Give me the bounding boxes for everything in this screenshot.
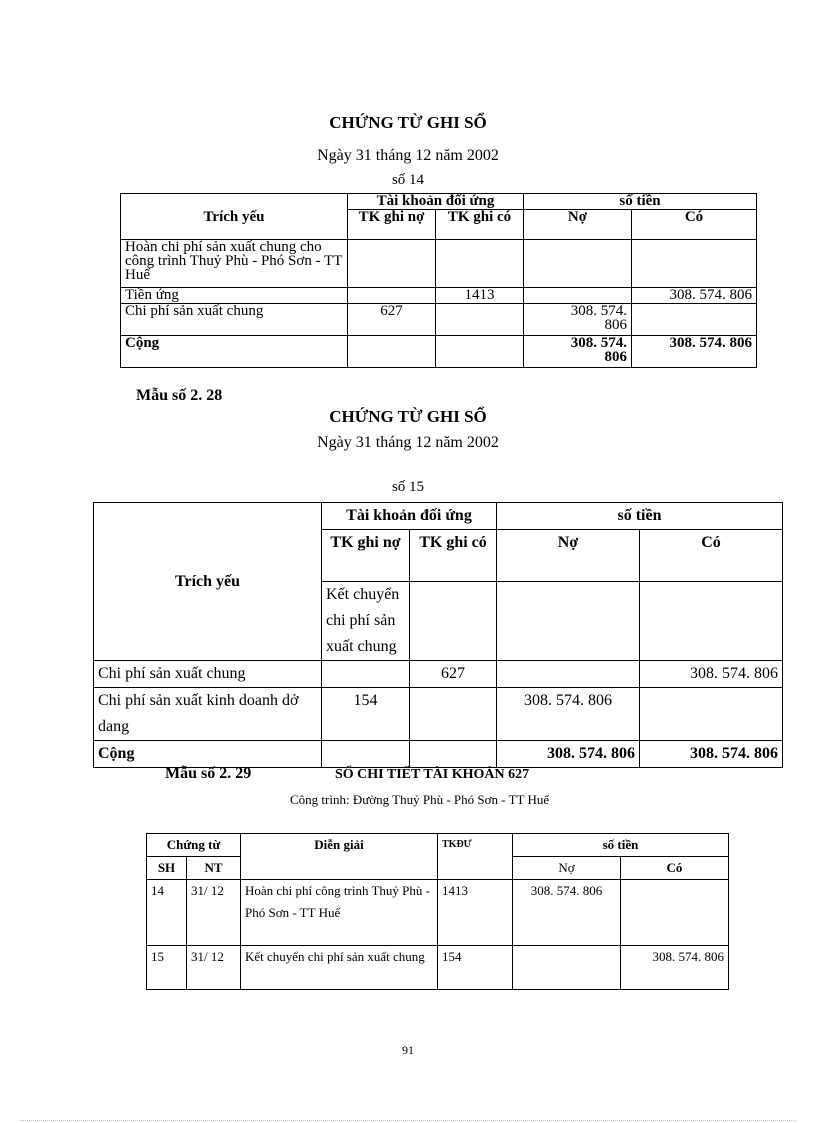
- table-row: [94, 688, 783, 741]
- voucher2-title: CHỨNG TỪ GHI SỔ: [329, 407, 487, 426]
- ledger-subtitle: Công trình: Đường Thuỷ Phù - Phó Sơn - TT Huế: [290, 792, 550, 807]
- header-co: Có: [621, 857, 729, 880]
- row-tk-co: [410, 688, 497, 741]
- row-desc: Hoàn chi phí sản xuất chung cho công trình Thuỷ Phù - Phó Sơn - TT Huế: [121, 240, 348, 288]
- header-sh: SH: [147, 857, 187, 880]
- voucher2-number: số 15: [391, 479, 425, 495]
- voucher1-table: [120, 193, 757, 368]
- row-tk-no: 627: [348, 304, 436, 336]
- row-co: [632, 240, 757, 288]
- row-tkdu: 1413: [438, 880, 513, 946]
- row-tk-co: 627: [410, 661, 497, 688]
- header-tk-co: TK ghi có: [410, 530, 497, 582]
- row-co: 308. 574. 806: [640, 741, 783, 768]
- row-tk-no: [410, 582, 497, 661]
- header-so-tien: số tiền: [524, 194, 757, 210]
- table-row: [147, 946, 729, 990]
- row-tk-co: [436, 240, 524, 288]
- row-tk-no: [348, 240, 436, 288]
- row-tk-co: [410, 741, 497, 768]
- voucher2-table: [93, 502, 783, 768]
- row-co: 308. 574. 806: [640, 661, 783, 688]
- table-row: [121, 240, 757, 288]
- voucher1-number: số 14: [391, 172, 425, 188]
- header-tk-co: TK ghi có: [436, 210, 524, 240]
- row-desc: Kết chuyển chi phí sản xuất chung: [322, 582, 410, 661]
- header-nt: NT: [187, 857, 241, 880]
- row-no: [497, 661, 640, 688]
- row-no: 308. 574. 806: [497, 741, 640, 768]
- header-tkdu: TKĐƯ: [438, 834, 513, 880]
- row-desc: Cộng: [94, 741, 322, 768]
- row-no: [513, 946, 621, 990]
- row-co: [640, 688, 783, 741]
- ledger-table: [146, 833, 729, 990]
- row-tk-no: [348, 288, 436, 304]
- header-dien-giai: Diễn giải: [241, 834, 438, 880]
- header-co: Có: [640, 530, 783, 582]
- row-no: 308. 574. 806: [513, 880, 621, 946]
- row-tkdu: 154: [438, 946, 513, 990]
- row-co: [621, 880, 729, 946]
- row-tk-no: 154: [322, 688, 410, 741]
- row-desc: Hoàn chi phí công trình Thuỷ Phù - Phó Sơn - TT Huế: [241, 880, 438, 946]
- table-row: [121, 304, 757, 336]
- ledger-title: SỔ CHI TIẾT TÀI KHOẢN 627: [335, 767, 530, 782]
- row-tk-no: [322, 741, 410, 768]
- row-desc: Cộng: [121, 336, 348, 368]
- voucher2-date: Ngày 31 tháng 12 năm 2002: [317, 434, 499, 451]
- row-co: 308. 574. 806: [621, 946, 729, 990]
- row-tk-co: [436, 336, 524, 368]
- table-row: [147, 880, 729, 946]
- header-tk-no: TK ghi nợ: [348, 210, 436, 240]
- header-tai-khoan: Tài khoản đối ứng: [322, 503, 497, 530]
- row-tk-co: 1413: [436, 288, 524, 304]
- header-tk-no: TK ghi nợ: [322, 530, 410, 582]
- row-co: 308. 574. 806: [632, 336, 757, 368]
- row-no: [524, 288, 632, 304]
- voucher1-title: CHỨNG TỪ GHI SỔ: [329, 113, 487, 132]
- table-row: [94, 661, 783, 688]
- form-label-228: Mẫu số 2. 28: [136, 387, 223, 404]
- row-tk-co: [497, 582, 640, 661]
- table-row-total: [94, 741, 783, 768]
- row-desc: Kết chuyển chi phí sản xuất chung: [241, 946, 438, 990]
- row-no: 308. 574. 806: [524, 304, 632, 336]
- header-chung-tu: Chứng từ: [147, 834, 241, 857]
- table-row-total: [121, 336, 757, 368]
- row-no: [524, 240, 632, 288]
- header-so-tien: số tiền: [513, 834, 729, 857]
- header-tai-khoan: Tài khoản đối ứng: [348, 194, 524, 210]
- row-nt: 31/ 12: [187, 880, 241, 946]
- row-no: 308. 574. 806: [497, 688, 640, 741]
- voucher1-date: Ngày 31 tháng 12 năm 2002: [317, 147, 499, 164]
- header-no: Nợ: [497, 530, 640, 582]
- row-nt: 31/ 12: [187, 946, 241, 990]
- form-label-229: Mẫu số 2. 29: [165, 765, 252, 782]
- row-sh: 15: [147, 946, 187, 990]
- row-no: 308. 574. 806: [524, 336, 632, 368]
- row-tk-co: [436, 304, 524, 336]
- page-number: 91: [402, 1043, 414, 1057]
- header-trich-yeu: Trích yếu: [121, 194, 348, 240]
- header-so-tien: số tiền: [497, 503, 783, 530]
- header-co: Có: [632, 210, 757, 240]
- table-row: [121, 288, 757, 304]
- row-desc: Chi phí sản xuất kinh doanh dở dang: [94, 688, 322, 741]
- header-trich-yeu: Trích yếu: [94, 503, 322, 661]
- row-desc: Chi phí sản xuất chung: [121, 304, 348, 336]
- row-sh: 14: [147, 880, 187, 946]
- row-no: [640, 582, 783, 661]
- header-no: Nợ: [513, 857, 621, 880]
- row-desc: Chi phí sản xuất chung: [94, 661, 322, 688]
- row-desc: Tiền ứng: [121, 288, 348, 304]
- row-co: [632, 304, 757, 336]
- row-co: 308. 574. 806: [632, 288, 757, 304]
- row-tk-no: [322, 661, 410, 688]
- page-bottom-divider: [20, 1120, 796, 1121]
- header-no: Nợ: [524, 210, 632, 240]
- row-tk-no: [348, 336, 436, 368]
